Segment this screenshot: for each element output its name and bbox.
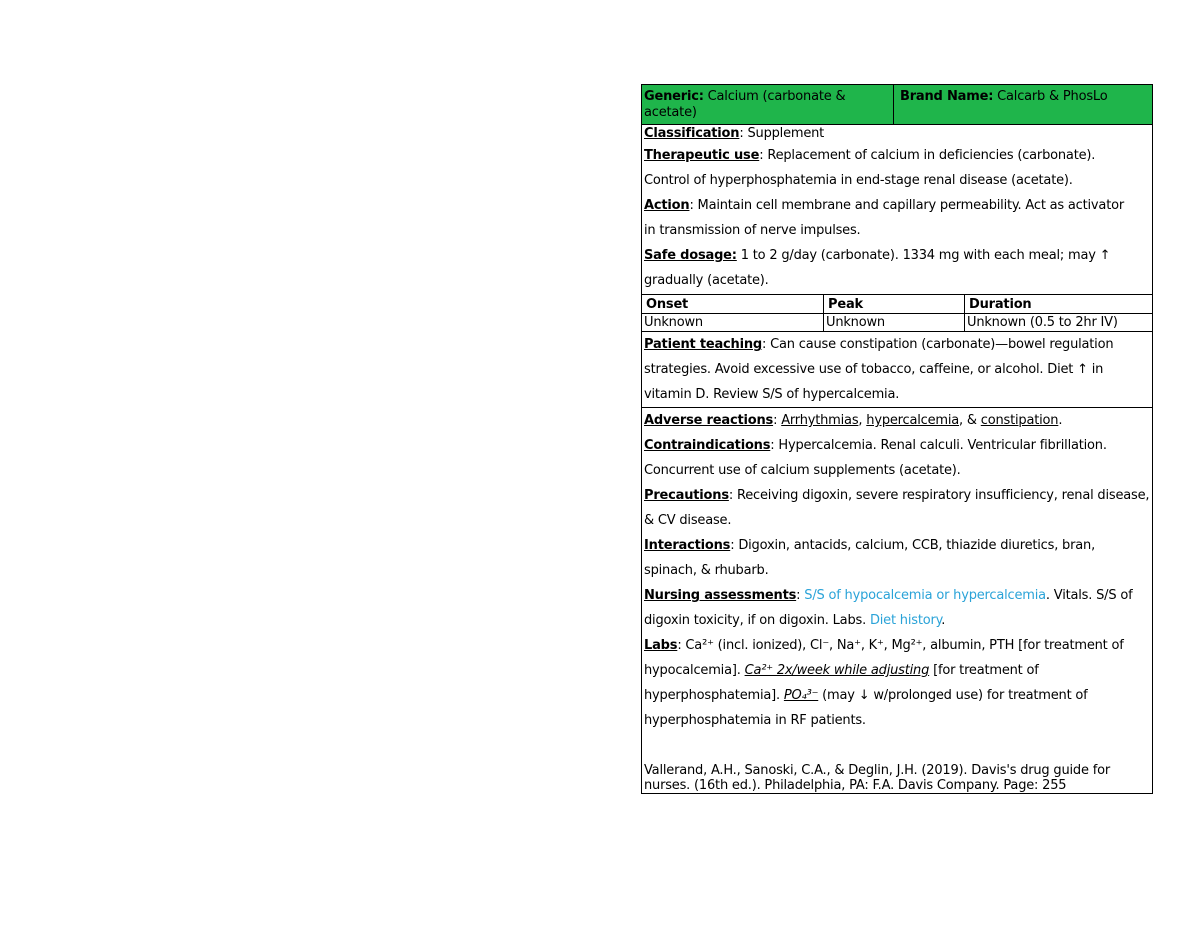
adverse-sep3: , & xyxy=(959,413,981,428)
adverse-sep: : xyxy=(773,413,782,428)
action-label: Action xyxy=(644,198,690,213)
onset-value: Unknown xyxy=(642,314,824,331)
reference-line2: nurses. (16th ed.). Philadelphia, PA: F.A. Davis Company. Page: 255 xyxy=(644,778,1067,793)
adverse-item-hypercalcemia: hypercalcemia xyxy=(866,413,960,428)
nursing-end: . xyxy=(941,613,946,628)
teaching-line1: : Can cause constipation (carbonate)—bowel regulation xyxy=(762,337,1114,352)
generic-value: Calcium (carbonate & acetate) xyxy=(644,89,846,120)
precautions-line1: : Receiving digoxin, severe respiratory insufficiency, renal disease, xyxy=(728,488,1150,503)
onset-header: Onset xyxy=(642,295,824,314)
action-line1: : Maintain cell membrane and capillary permeability. Act as activator xyxy=(689,198,1124,213)
adverse-item-constipation: constipation xyxy=(980,413,1059,428)
contra-line1: : Hypercalcemia. Renal calculi. Ventricular fibrillation. xyxy=(770,438,1107,453)
card-header xyxy=(642,85,1152,125)
contra-label: Contraindications xyxy=(644,438,771,453)
nursing-section xyxy=(642,583,1152,633)
nursing-blue-ss: S/S of hypocalcemia or hypercalcemia xyxy=(804,588,1046,603)
nursing-label: Nursing assessments xyxy=(644,588,797,603)
dosage-line1: 1 to 2 g/day (carbonate). 1334 mg with each meal; may ↑ xyxy=(736,248,1111,263)
labs-line3u: PO₄³⁻ xyxy=(783,688,819,703)
timing-table xyxy=(642,294,1152,332)
labs-line2u: Ca²⁺ 2x/week while adjusting xyxy=(744,663,930,678)
adverse-sep2: , xyxy=(858,413,867,428)
nursing-mid2: digoxin toxicity, if on digoxin. Labs. xyxy=(644,613,870,628)
precautions-section xyxy=(642,483,1152,533)
interactions-label: Interactions xyxy=(644,538,731,553)
adverse-end: . xyxy=(1058,413,1063,428)
teaching-line3: vitamin D. Review S/S of hypercalcemia. xyxy=(644,387,900,402)
action-section xyxy=(642,193,1152,243)
precautions-line2: & CV disease. xyxy=(644,513,732,528)
reference-line1: Vallerand, A.H., Sanoski, C.A., & Deglin, J.H. (2019). Davis's drug guide for xyxy=(644,763,1110,778)
therapeutic-label: Therapeutic use xyxy=(644,148,760,163)
dosage-section xyxy=(642,243,1152,293)
duration-value: Unknown (0.5 to 2hr IV) xyxy=(967,315,1118,330)
labs-label: Labs xyxy=(644,638,678,653)
nursing-mid1: . Vitals. S/S of xyxy=(1045,588,1133,603)
therapeutic-line2: Control of hyperphosphatemia in end-stage renal disease (acetate). xyxy=(644,173,1073,188)
labs-line2a: hypocalcemia]. xyxy=(644,663,745,678)
adverse-section xyxy=(642,408,1152,433)
nursing-blue-diet: Diet history xyxy=(869,613,942,628)
contra-section xyxy=(642,433,1152,483)
duration-header: Duration xyxy=(965,295,1152,314)
drug-card xyxy=(641,84,1153,794)
generic-cell xyxy=(642,85,894,124)
reference-section xyxy=(642,763,1152,793)
classification-value: : Supplement xyxy=(739,126,825,141)
interactions-line2: spinach, & rhubarb. xyxy=(644,563,769,578)
precautions-label: Precautions xyxy=(644,488,729,503)
action-line2: in transmission of nerve impulses. xyxy=(644,223,861,238)
brand-cell xyxy=(894,85,1152,124)
classification-section xyxy=(642,125,1152,143)
labs-section xyxy=(642,633,1152,733)
dosage-line2: gradually (acetate). xyxy=(644,273,769,288)
therapeutic-line1: : Replacement of calcium in deficiencies (carbonate). xyxy=(759,148,1096,163)
interactions-line1: : Digoxin, antacids, calcium, CCB, thiazide diuretics, bran, xyxy=(730,538,1095,553)
adverse-label: Adverse reactions xyxy=(644,413,774,428)
contra-line2: Concurrent use of calcium supplements (acetate). xyxy=(644,463,961,478)
labs-line4: hyperphosphatemia in RF patients. xyxy=(644,713,866,728)
labs-line2b: [for treatment of xyxy=(929,663,1039,678)
adverse-item-arrhythmias: Arrhythmias xyxy=(781,413,859,428)
peak-header: Peak xyxy=(824,295,965,314)
peak-value: Unknown xyxy=(824,314,965,331)
nursing-colon: : xyxy=(796,588,805,603)
generic-label: Generic: xyxy=(644,89,704,104)
brand-label: Brand Name: xyxy=(900,89,994,104)
interactions-section xyxy=(642,533,1152,583)
labs-line3a: hyperphosphatemia]. xyxy=(644,688,784,703)
teaching-section xyxy=(642,332,1152,407)
teaching-label: Patient teaching xyxy=(644,337,763,352)
teaching-line2: strategies. Avoid excessive use of tobacco, caffeine, or alcohol. Diet ↑ in xyxy=(644,362,1104,377)
brand-value: Calcarb & PhosLo xyxy=(993,89,1108,104)
therapeutic-section xyxy=(642,143,1152,193)
labs-line1: : Ca²⁺ (incl. ionized), Cl⁻, Na⁺, K⁺, Mg²⁺, albumin, PTH [for treatment of xyxy=(677,638,1124,653)
dosage-label: Safe dosage: xyxy=(644,248,737,263)
classification-label: Classification xyxy=(644,126,740,141)
labs-line3b: (may ↓ w/prolonged use) for treatment of xyxy=(818,688,1088,703)
